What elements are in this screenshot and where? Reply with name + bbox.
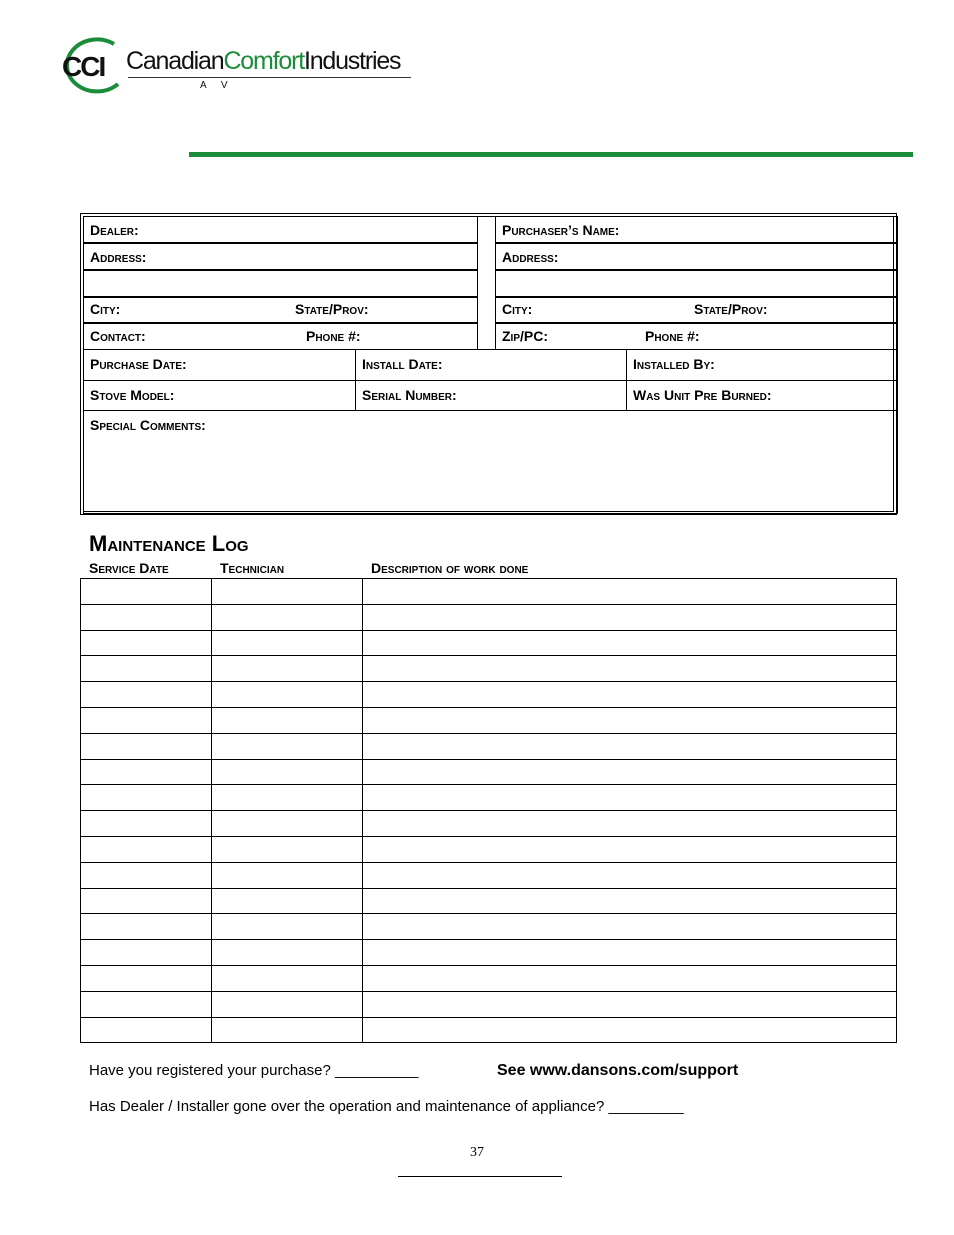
description-cell[interactable] <box>362 733 896 759</box>
technician-cell[interactable] <box>211 604 362 630</box>
header-divider <box>189 152 913 157</box>
installed-by-label: Installed By: <box>633 356 715 372</box>
stove-model-label: Stove Model: <box>90 387 175 403</box>
maintenance-log-body <box>81 579 897 1043</box>
table-row <box>81 656 897 682</box>
purchaser-row-divider-2 <box>495 269 898 271</box>
service-date-header: Service Date <box>89 560 169 576</box>
maintenance-log-table <box>80 578 897 1043</box>
description-cell[interactable] <box>362 759 896 785</box>
technician-cell[interactable] <box>211 991 362 1017</box>
dealer-city-label: City: <box>90 301 121 317</box>
description-cell[interactable] <box>362 656 896 682</box>
table-row <box>81 1017 897 1043</box>
company-name <box>126 47 400 76</box>
description-cell[interactable] <box>362 965 896 991</box>
dealer-row-divider-2 <box>83 269 478 271</box>
logo-subtext: A V <box>200 80 234 91</box>
service-date-cell[interactable] <box>81 836 212 862</box>
logo-underline <box>128 77 411 78</box>
dealer-phone-label: Phone #: <box>306 328 361 344</box>
company-logo <box>58 36 418 96</box>
description-header: Description of work done <box>371 560 529 576</box>
company-name-part2: Comfort <box>223 47 304 75</box>
dealer-state-label: State/Prov: <box>295 301 369 317</box>
table-row <box>81 759 897 785</box>
table-row <box>81 579 897 605</box>
purchaser-address-label: Address: <box>502 249 559 265</box>
purchaser-row-divider-1 <box>495 242 898 244</box>
table-row <box>81 914 897 940</box>
description-cell[interactable] <box>362 579 896 605</box>
registration-form <box>80 213 897 515</box>
description-cell[interactable] <box>362 940 896 966</box>
service-date-cell[interactable] <box>81 656 212 682</box>
technician-cell[interactable] <box>211 579 362 605</box>
technician-cell[interactable] <box>211 682 362 708</box>
service-date-cell[interactable] <box>81 604 212 630</box>
table-row <box>81 862 897 888</box>
table-row <box>81 991 897 1017</box>
table-row <box>81 965 897 991</box>
table-row <box>81 888 897 914</box>
technician-cell[interactable] <box>211 914 362 940</box>
purchaser-city-label: City: <box>502 301 533 317</box>
technician-cell[interactable] <box>211 965 362 991</box>
service-date-cell[interactable] <box>81 862 212 888</box>
purchaser-state-label: State/Prov: <box>694 301 768 317</box>
table-row <box>81 604 897 630</box>
description-cell[interactable] <box>362 707 896 733</box>
technician-cell[interactable] <box>211 862 362 888</box>
purchaser-row-divider-3 <box>495 296 898 298</box>
table-row <box>81 733 897 759</box>
install-date-label: Install Date: <box>362 356 443 372</box>
service-date-cell[interactable] <box>81 759 212 785</box>
svg-text:CCI: CCI <box>62 51 105 82</box>
table-row <box>81 811 897 837</box>
description-cell[interactable] <box>362 862 896 888</box>
service-date-cell[interactable] <box>81 940 212 966</box>
page-number: 37 <box>470 1145 484 1160</box>
cci-logo-mark-icon <box>58 36 124 94</box>
service-date-cell[interactable] <box>81 682 212 708</box>
description-cell[interactable] <box>362 630 896 656</box>
table-row <box>81 785 897 811</box>
table-row <box>81 836 897 862</box>
purchaser-row-divider-4 <box>495 322 898 324</box>
technician-cell[interactable] <box>211 785 362 811</box>
dealer-row-divider-1 <box>83 242 478 244</box>
description-cell[interactable] <box>362 604 896 630</box>
company-name-part3: Industries <box>303 47 401 75</box>
technician-cell[interactable] <box>211 888 362 914</box>
technician-cell[interactable] <box>211 811 362 837</box>
zip-label: Zip/PC: <box>502 328 548 344</box>
service-date-cell[interactable] <box>81 965 212 991</box>
service-date-cell[interactable] <box>81 888 212 914</box>
dealer-review-question: Has Dealer / Installer gone over the operation and maintenance of appliance? _________ <box>89 1098 684 1115</box>
dealer-address-label: Address: <box>90 249 147 265</box>
dealer-label: Dealer: <box>90 222 139 238</box>
maintenance-log-title: Maintenance Log <box>89 531 249 556</box>
technician-cell[interactable] <box>211 707 362 733</box>
pre-burned-label: Was Unit Pre Burned: <box>633 387 772 403</box>
technician-cell[interactable] <box>211 733 362 759</box>
service-date-cell[interactable] <box>81 785 212 811</box>
purchase-date-label: Purchase Date: <box>90 356 187 372</box>
technician-cell[interactable] <box>211 759 362 785</box>
service-date-cell[interactable] <box>81 733 212 759</box>
table-row <box>81 682 897 708</box>
purchaser-phone-label: Phone #: <box>645 328 700 344</box>
service-date-cell[interactable] <box>81 914 212 940</box>
description-cell[interactable] <box>362 836 896 862</box>
service-date-cell[interactable] <box>81 991 212 1017</box>
footer-rule <box>398 1176 562 1177</box>
technician-cell[interactable] <box>211 836 362 862</box>
support-link[interactable]: See www.dansons.com/support <box>497 1062 739 1079</box>
technician-cell[interactable] <box>211 940 362 966</box>
service-date-cell[interactable] <box>81 811 212 837</box>
technician-cell[interactable] <box>211 1017 362 1043</box>
table-row <box>81 940 897 966</box>
registration-form-inner <box>83 216 894 512</box>
special-comments-label: Special Comments: <box>90 417 206 433</box>
description-cell[interactable] <box>362 888 896 914</box>
serial-number-label: Serial Number: <box>362 387 457 403</box>
purchaser-name-label: Purchaser’s Name: <box>502 222 620 238</box>
description-cell[interactable] <box>362 1017 896 1043</box>
registration-question: Have you registered your purchase? __________ <box>89 1062 419 1079</box>
service-date-cell[interactable] <box>81 630 212 656</box>
contact-label: Contact: <box>90 328 146 344</box>
description-cell[interactable] <box>362 991 896 1017</box>
service-date-cell[interactable] <box>81 707 212 733</box>
description-cell[interactable] <box>362 914 896 940</box>
description-cell[interactable] <box>362 785 896 811</box>
dealer-row-divider-3 <box>83 296 478 298</box>
description-cell[interactable] <box>362 811 896 837</box>
technician-cell[interactable] <box>211 656 362 682</box>
dealer-row-divider-4 <box>83 322 478 324</box>
technician-cell[interactable] <box>211 630 362 656</box>
description-cell[interactable] <box>362 682 896 708</box>
technician-header: Technician <box>220 560 285 576</box>
service-date-cell[interactable] <box>81 1017 212 1043</box>
service-date-cell[interactable] <box>81 579 212 605</box>
table-row <box>81 707 897 733</box>
table-row <box>81 630 897 656</box>
form-gap-column <box>477 216 496 350</box>
company-name-part1: Canadian <box>126 47 224 75</box>
